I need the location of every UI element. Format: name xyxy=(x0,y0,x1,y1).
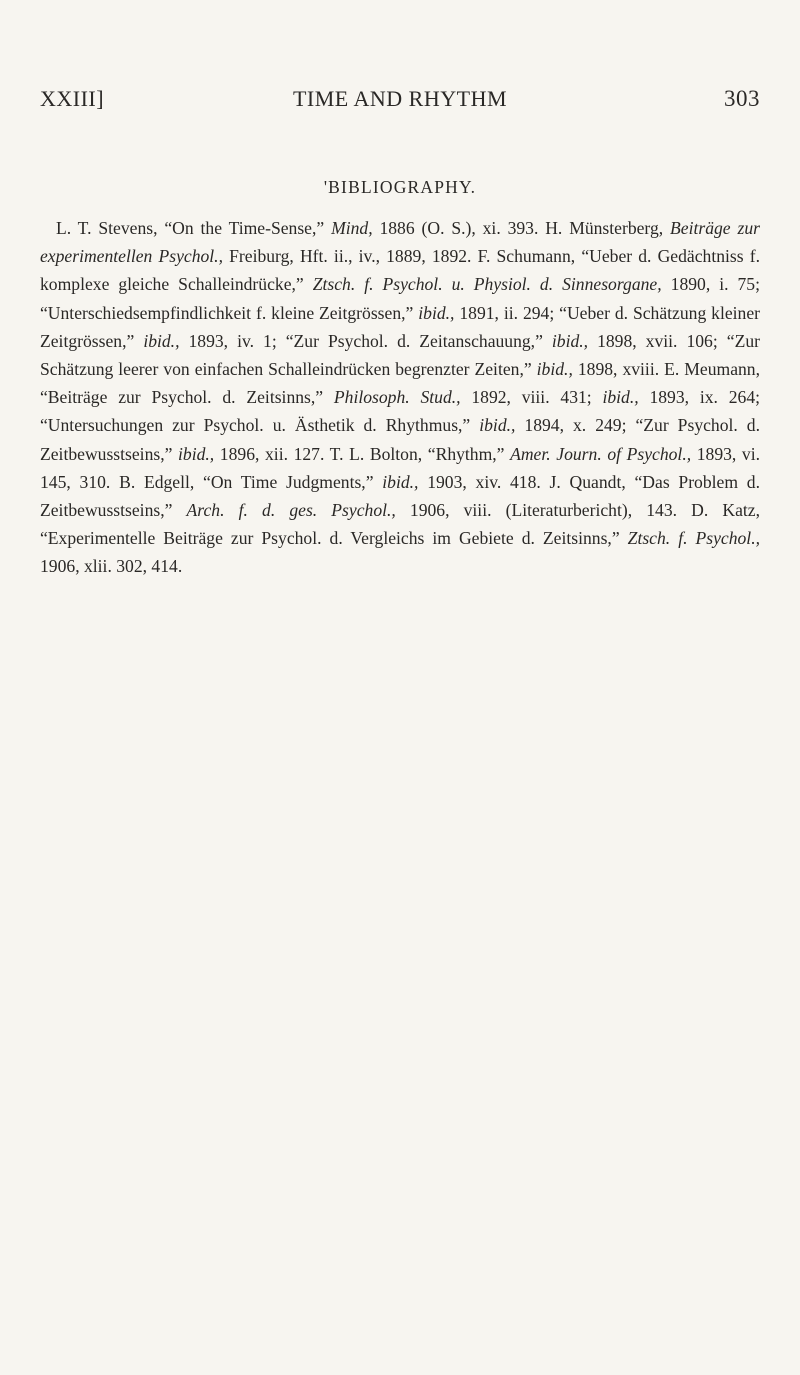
citation-source-title: Beiträge zur experimentellen Psychol., xyxy=(40,218,760,267)
citation-text: 1896, xii. 127. T. L. Bolton, “Rhythm,” xyxy=(214,443,511,464)
citation-text: 1906, viii. (Literaturbericht), 143. D. Katz, “Experimentelle Beiträge zur Psychol. d. Vergleichs im Gebiete d. Zeitsinns,” xyxy=(40,500,760,549)
citation-source-title: ibid., xyxy=(551,330,589,351)
citation-source-title: ibid., xyxy=(602,387,639,408)
citation-source-title: ibid., xyxy=(479,415,516,436)
citation-text: 1898, xvii. 106; “Zur Schätzung leerer von einfachen Schalleindrücken begrenzter Zeiten,” xyxy=(40,330,760,380)
citation-text: 1894, x. 249; “Zur Psychol. d. Zeitbewusstseins,” xyxy=(40,415,760,464)
citation-source-title: Philosoph. Stud., xyxy=(333,387,461,408)
citation-text: 1898, xviii. E. Meumann, “Beiträge zur Psychol. d. Zeitsinns,” xyxy=(40,359,761,408)
bibliography-paragraph xyxy=(40,214,760,581)
citation-source-title: ibid., xyxy=(178,443,215,464)
section-heading: 'BIBLIOGRAPHY. xyxy=(323,177,477,197)
citation-source-title: Arch. f. d. ges. Psychol., xyxy=(186,500,396,521)
citation-source-title: ibid., xyxy=(143,330,180,351)
citation-text: 1893, ix. 264; “Untersuchungen zur Psychol. u. Ästhetik d. Rhythmus,” xyxy=(40,387,761,436)
chapter-number: XXIII] xyxy=(40,86,105,111)
chapter-title: TIME AND RHYTHM xyxy=(292,86,508,111)
citation-source-title: Mind, xyxy=(331,218,373,238)
citation-text: 1903, xiv. 418. J. Quandt, “Das Problem d. Zeitbewusstseins,” xyxy=(40,471,760,521)
citation-text: 1906, xlii. 302, 414. xyxy=(40,556,183,577)
citation-text: Freiburg, Hft. ii., iv., 1889, 1892. F. Schumann, “Ueber d. Gedächtniss f. komplexe gleiche Schalleindrücke,” xyxy=(40,246,760,295)
citation-source-title: ibid., xyxy=(418,302,455,323)
citation-text: 1893, iv. 1; “Zur Psychol. d. Zeitanschauung,” xyxy=(179,330,552,351)
citation-source-title: Amer. Journ. of Psychol., xyxy=(510,443,692,464)
running-header xyxy=(40,86,760,120)
citation-source-title: ibid., xyxy=(382,471,419,492)
page-number: 303 xyxy=(724,86,760,111)
citation-source-title: ibid., xyxy=(536,359,573,380)
citation-text: 1893, vi. 145, 310. B. Edgell, “On Time Judgments,” xyxy=(40,443,761,492)
citation-source-title: Ztsch. f. Psychol., xyxy=(627,528,760,549)
citation-text: 1890, i. 75; “Unterschiedsempfindlichkeit f. kleine Zeitgrössen,” xyxy=(40,274,760,323)
citation-text: 1891, ii. 294; “Ueber d. Schätzung kleiner Zeitgrössen,” xyxy=(40,302,761,351)
citation-source-title: Ztsch. f. Psychol. u. Physiol. d. Sinnesorgane, xyxy=(312,274,662,295)
citation-text: 1886 (O. S.), xi. 393. H. Münsterberg, xyxy=(372,218,671,238)
citation-text: L. T. Stevens, “On the Time-Sense,” xyxy=(56,218,332,238)
citation-text: 1892, viii. 431; xyxy=(460,387,603,408)
